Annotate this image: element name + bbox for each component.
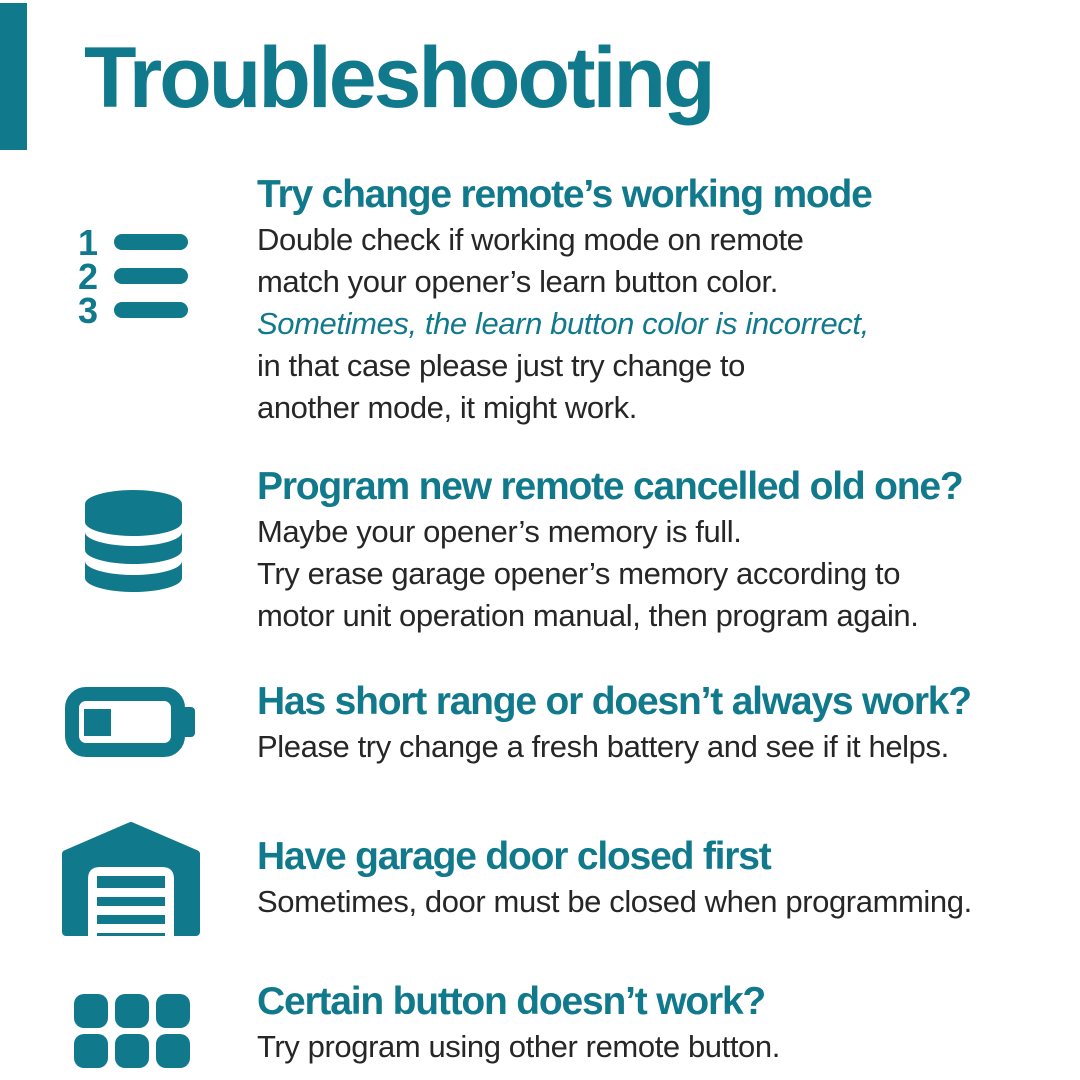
svg-text:3: 3 — [77, 290, 99, 326]
body-line: Please try change a fresh battery and see if it helps. — [257, 729, 949, 764]
body-line: Maybe your opener’s memory is full. — [257, 514, 742, 549]
body-line: another mode, it might work. — [257, 390, 637, 425]
keypad-icon — [74, 994, 190, 1068]
section-body-working-mode — [257, 219, 869, 429]
body-line: in that case please just try change to — [257, 348, 745, 383]
section-body-range — [257, 726, 949, 768]
numbered-list-icon — [74, 222, 200, 326]
section-heading-door-closed: Have garage door closed first — [257, 835, 771, 878]
page-title: Troubleshooting — [84, 30, 713, 126]
body-line: Double check if working mode on remote — [257, 222, 804, 257]
database-icon — [85, 489, 182, 592]
section-body-memory — [257, 511, 918, 637]
svg-text:2: 2 — [77, 256, 99, 297]
section-heading-range: Has short range or doesn’t always work? — [257, 680, 971, 723]
body-line-emphasis: Sometimes, the learn button color is incorrect, — [257, 306, 869, 341]
body-line: Try erase garage opener’s memory according to — [257, 556, 901, 591]
garage-icon — [62, 822, 200, 936]
section-body-button — [257, 1026, 780, 1068]
battery-icon — [64, 686, 196, 758]
section-body-door-closed — [257, 881, 972, 923]
body-line: Try program using other remote button. — [257, 1029, 780, 1064]
section-heading-memory: Program new remote cancelled old one? — [257, 465, 963, 508]
section-heading-button: Certain button doesn’t work? — [257, 980, 766, 1023]
title-accent-bar — [0, 3, 27, 150]
svg-text:1: 1 — [77, 222, 99, 263]
body-line: match your opener’s learn button color. — [257, 264, 778, 299]
body-line: Sometimes, door must be closed when programming. — [257, 884, 972, 919]
section-heading-working-mode: Try change remote’s working mode — [257, 173, 872, 216]
body-line: motor unit operation manual, then program again. — [257, 598, 919, 633]
